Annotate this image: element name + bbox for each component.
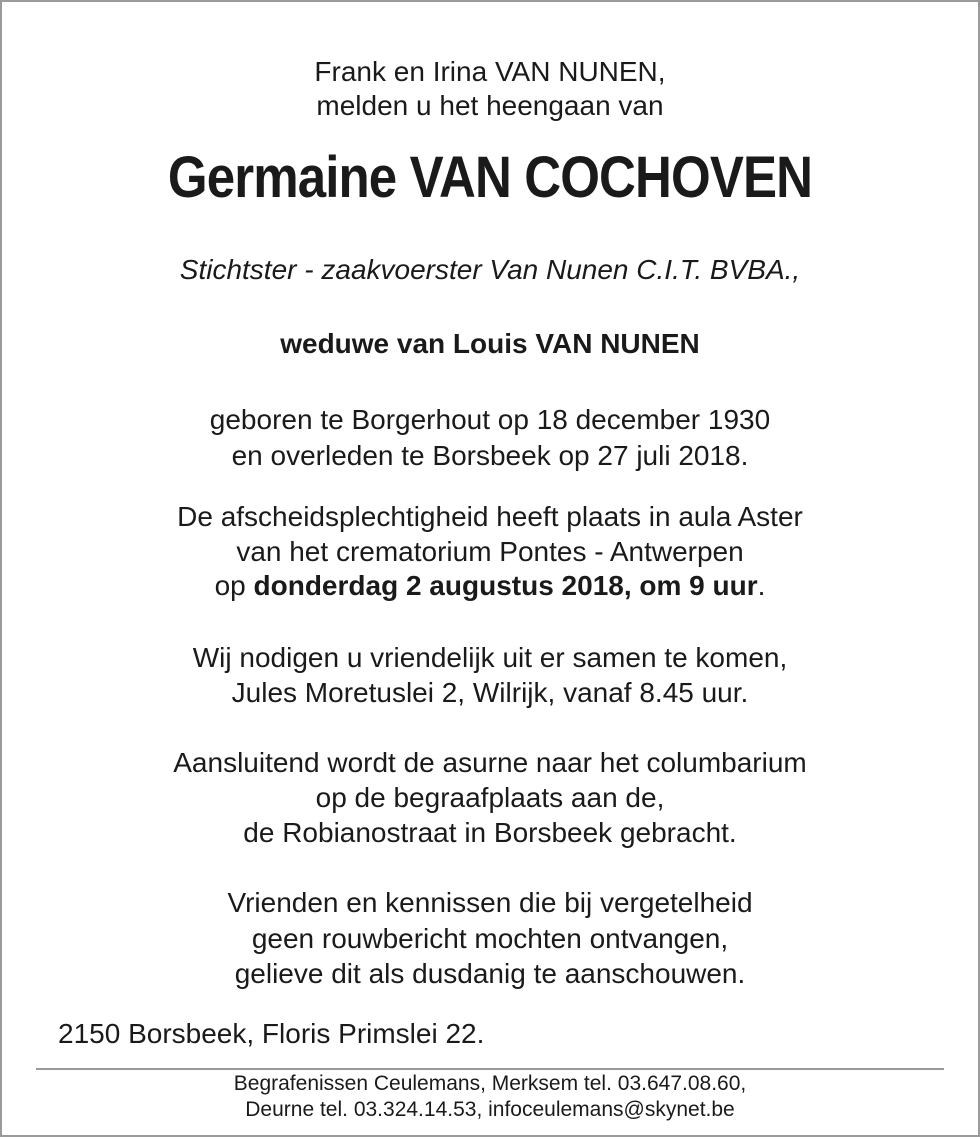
ceremony-date-time: donderdag 2 augustus 2018, om 9 uur bbox=[253, 570, 758, 601]
urn-line-2: op de begraafplaats aan de, bbox=[315, 782, 665, 813]
notice-line-2: geen rouwbericht mochten ontvangen, bbox=[251, 923, 729, 954]
footer-line-2: Deurne tel. 03.324.14.53, infoceulemans@skynet.be bbox=[245, 1098, 735, 1121]
urn-line-3: de Robianostraat in Borsbeek gebracht. bbox=[243, 817, 737, 848]
ceremony-suffix: . bbox=[757, 570, 766, 601]
notice-line-3: gelieve dit als dusdanig te aanschouwen. bbox=[234, 958, 746, 989]
announcers-line-2: melden u het heengaan van bbox=[316, 90, 664, 121]
ceremony-line-2: van het crematorium Pontes - Antwerpen bbox=[236, 536, 744, 567]
footer-divider bbox=[36, 1068, 944, 1070]
deceased-name: Germaine VAN COCHOVEN bbox=[167, 145, 813, 210]
ceremony-line-3 bbox=[0, 569, 980, 603]
born-line: geboren te Borgerhout op 18 december 1930 bbox=[209, 404, 771, 435]
ceremony-prefix: op bbox=[214, 570, 254, 601]
urn-line-1: Aansluitend wordt de asurne naar het columbarium bbox=[173, 747, 807, 778]
deceased-role: Stichtster - zaakvoerster Van Nunen C.I.T. BVBA., bbox=[179, 254, 801, 285]
ceremony-line-1: De afscheidsplechtigheid heeft plaats in aula Aster bbox=[177, 501, 803, 532]
notice-line-1: Vrienden en kennissen die bij vergetelheid bbox=[227, 887, 753, 918]
footer-line-1: Begrafenissen Ceulemans, Merksem tel. 03.647.08.60, bbox=[233, 1072, 747, 1095]
died-line: en overleden te Borsbeek op 27 juli 2018. bbox=[231, 440, 749, 471]
widow-of: weduwe van Louis VAN NUNEN bbox=[280, 328, 700, 359]
gathering-line-1: Wij nodigen u vriendelijk uit er samen te komen, bbox=[192, 642, 788, 673]
announcers-line-1: Frank en Irina VAN NUNEN, bbox=[314, 56, 666, 87]
gathering-line-2: Jules Moretuslei 2, Wilrijk, vanaf 8.45 uur. bbox=[231, 677, 749, 708]
home-address: 2150 Borsbeek, Floris Primslei 22. bbox=[58, 1018, 485, 1049]
